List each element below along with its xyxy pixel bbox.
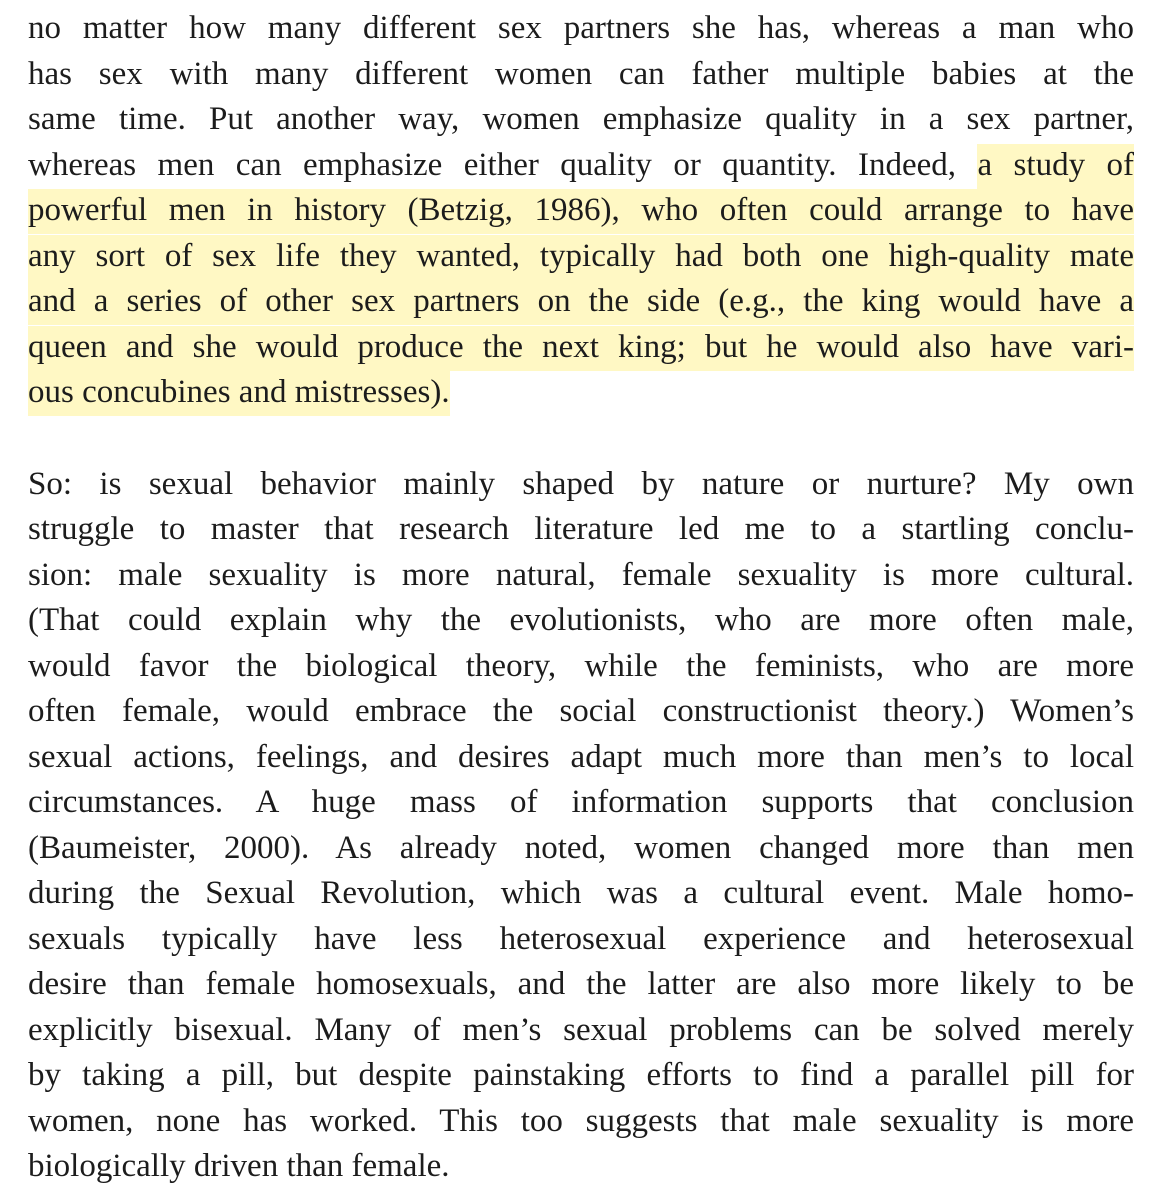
text-line: explicitly bisexual. Many of men’s sexual problems can be solved merely xyxy=(28,1011,1134,1048)
highlighted-text: ous concubines and mistresses). xyxy=(28,371,450,416)
text-line: struggle to master that research literature led me to a startling conclu- xyxy=(28,511,1134,547)
paragraph-1 xyxy=(28,6,1134,416)
text-line: during the Sexual Revolution, which was a cultural event. Male homo- xyxy=(28,875,1134,911)
text-line xyxy=(28,97,1134,143)
text-line xyxy=(28,325,1134,371)
text-line: biologically driven than female. xyxy=(28,1148,450,1184)
text-line: (Baumeister, 2000). As already noted, women changed more than men xyxy=(28,829,1134,866)
text-line: desire than female homosexuals, and the latter are also more likely to be xyxy=(28,966,1134,1002)
text-line xyxy=(28,188,1134,234)
highlighted-text: any sort of sex life they wanted, typically had both one high-quality mate xyxy=(28,235,1134,280)
highlighted-text: queen and she would produce the next king; but he would also have vari- xyxy=(28,326,1134,371)
text-span: same time. Put another way, women emphasize quality in a sex partner, xyxy=(28,101,1134,137)
paragraph-gap xyxy=(28,416,1134,462)
text-line: So: is sexual behavior mainly shaped by nature or nurture? My own xyxy=(28,465,1134,502)
text-line xyxy=(28,6,1134,52)
highlighted-text: powerful men in history (Betzig, 1986), who often could arrange to have xyxy=(28,189,1134,234)
text-line: would favor the biological theory, while the feminists, who are more xyxy=(28,647,1134,684)
text-line: circumstances. A huge mass of information supports that conclusion xyxy=(28,784,1134,820)
highlighted-text: and a series of other sex partners on the side (e.g., the king would have a xyxy=(28,280,1134,325)
text-line: sexuals typically have less heterosexual experience and heterosexual xyxy=(28,920,1134,957)
text-span: whereas men can emphasize either quality or quantity. Indeed, xyxy=(28,146,978,183)
paragraph-2 xyxy=(28,462,1134,1190)
text-line: sexual actions, feelings, and desires adapt much more than men’s to local xyxy=(28,738,1134,775)
text-line: often female, would embrace the social constructionist theory.) Women’s xyxy=(28,693,1134,729)
text-line xyxy=(28,143,1134,189)
text-span: has sex with many different women can father multiple babies at the xyxy=(28,55,1134,92)
text-line xyxy=(28,234,1134,280)
text-line xyxy=(28,279,1134,325)
text-line xyxy=(28,370,1134,416)
text-line: by taking a pill, but despite painstaking efforts to find a parallel pill for xyxy=(28,1057,1134,1093)
document-page xyxy=(28,6,1134,1190)
text-span: no matter how many different sex partners she has, whereas a man who xyxy=(28,10,1134,46)
highlighted-text: a study of xyxy=(977,144,1134,189)
text-line xyxy=(28,52,1134,98)
text-line: (That could explain why the evolutionists, who are more often male, xyxy=(28,602,1134,638)
text-line: women, none has worked. This too suggests that male sexuality is more xyxy=(28,1102,1134,1139)
text-line: sion: male sexuality is more natural, female sexuality is more cultural. xyxy=(28,556,1134,593)
